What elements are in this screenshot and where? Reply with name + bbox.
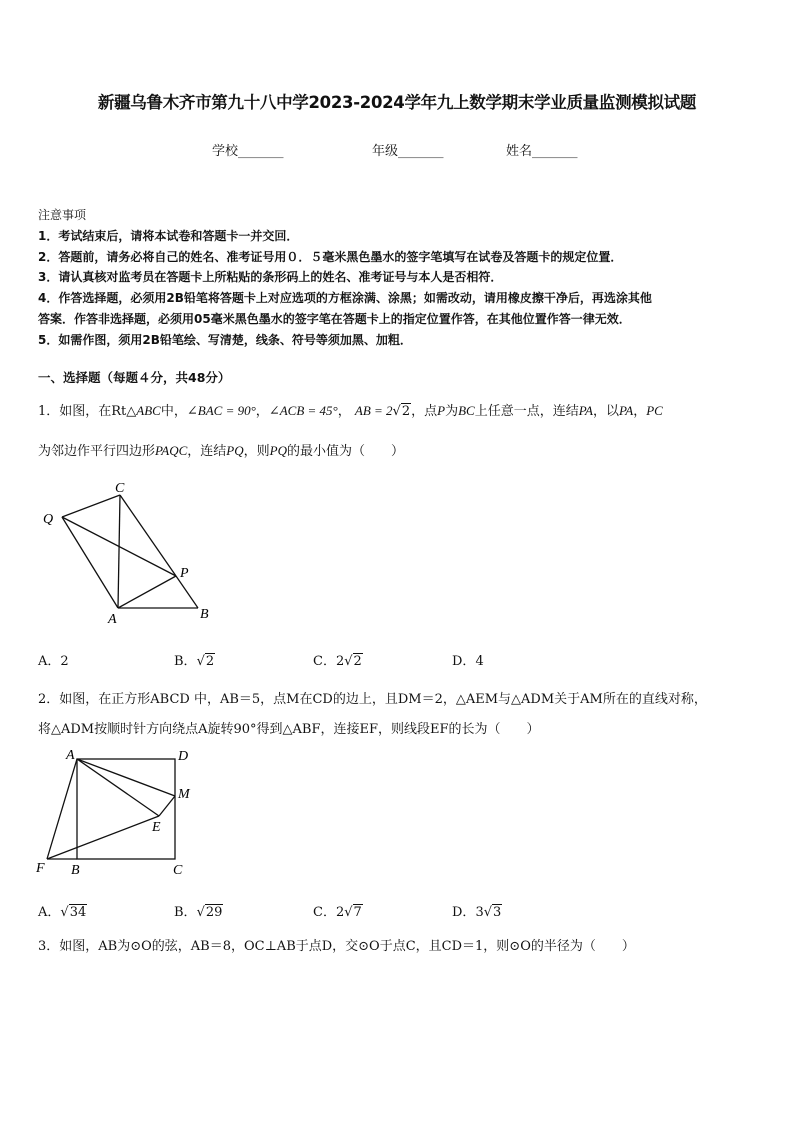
label-f: F [36,861,45,876]
notice-item: 答案．作答非选择题，必须用05毫米黑色墨水的签字笔在答题卡上的指定位置作答，在其他位置作答一律无效． [38,311,631,326]
question-2-line-1: 2．如图，在正方形ABCD 中，AB＝5，点M在CD的边上，且DM＝2，△AEM与△ADM关于AM所在的直线对称， [38,692,707,707]
notice-item: 2．答题前，请务必将自己的姓名、准考证号用０．５毫米黑色墨水的签字笔填写在试卷及答题卡的规定位置． [38,249,623,264]
notice-item: 5．如需作图，须用2B铅笔绘、写清楚，线条、符号等须加黑、加粗． [38,332,412,347]
school-field[interactable]: 学校_______ [212,144,284,159]
q1-option-d[interactable]: D．4 [452,654,484,669]
fig-line-ae [77,759,159,816]
q1-triangle: △ABC [126,403,161,418]
fig-line-ef [47,816,159,859]
question-1-line-1: 1．如图，在Rt△ABC中，∠BAC = 90°，∠ACB = 45°， AB = 2√2，点P为BC上任意一点，连结PA，以PA，PC [38,403,663,419]
grade-field[interactable]: 年级_______ [372,144,444,159]
notice-heading: 注意事项 [38,208,87,222]
question-3-line-1: 3．如图，AB为⊙O的弦，AB＝8，OC⊥AB于点D，交⊙O于点C，且CD＝1，则⊙O的半径为（ ） [38,939,635,954]
fig-line-af [47,759,77,859]
q2-option-c[interactable]: C．2√7 [313,905,362,920]
fig-line-em [159,796,175,816]
fig-square-abcd [77,759,175,859]
fig-line-qc [62,495,120,517]
notice-item: 3．请认真核对监考员在答题卡上所粘贴的条形码上的姓名、准考证号与本人是否相符． [38,270,503,285]
label-m: M [178,787,190,802]
notice-section [38,205,758,351]
label-e: E [152,820,161,835]
q1-ab: AB = 2 [354,403,393,418]
section-title: 一、选择题（每题４分，共48分） [38,370,231,385]
page-title: 新疆乌鲁木齐市第九十八中学2023-2024学年九上数学期末学业质量监测模拟试题 [97,93,697,112]
q2-option-b[interactable]: B．√29 [174,905,223,920]
label-q: Q [43,512,54,527]
q2-figure [33,745,203,880]
label-d: D [178,749,189,764]
q1-figure [38,478,228,628]
label-c: C [173,863,183,878]
sqrt-icon: √29 [196,905,223,920]
sqrt-icon: √3 [483,905,502,920]
q1-angle-acb: ∠ACB = 45° [268,403,338,418]
q2-option-d[interactable]: D．3√3 [452,905,502,920]
label-p: P [180,566,189,581]
fig-line-ap [118,576,176,608]
fig-line-cp [120,495,176,576]
label-b: B [200,607,209,622]
sqrt-icon: √7 [344,905,362,920]
question-2-line-2: 将△ADM按顺时针方向绕点A旋转90°得到△ABF，连接EF，则线段EF的长为（ ） [38,722,540,737]
notice-item: 4．作答选择题，必须用2B铅笔将答题卡上对应选项的方框涂满、涂黑；如需改动，请用橡皮擦干净后，再选涂其他 [38,291,652,306]
label-b: B [71,863,80,878]
q1-angle-bac: ∠BAC = 90° [186,403,256,418]
sqrt-icon: √34 [60,905,87,920]
q1-option-c[interactable]: C．2√2 [313,654,362,669]
fig-line-ca [118,495,120,608]
question-1-line-2: 为邻边作平行四边形PAQC，连结PQ，则PQ的最小值为（ ） [38,443,405,459]
label-a: A [108,612,117,627]
sqrt-icon: √2 [196,654,215,669]
q1-option-a[interactable]: A．2 [38,654,69,669]
q1-option-b[interactable]: B．√2 [174,654,215,669]
sqrt-icon: √2 [344,654,362,669]
sqrt-icon: √2 [392,404,411,419]
q1-text: 中， [160,404,187,419]
label-a: A [66,748,75,763]
q1-text: 1．如图，在Rt [38,404,127,419]
fig-line-am [77,759,175,796]
fig-line-qa [62,517,118,608]
notice-item: 1．考试结束后，请将本试卷和答题卡一并交回． [38,228,299,243]
label-c: C [115,481,125,496]
name-field[interactable]: 姓名_______ [506,144,578,159]
q2-option-a[interactable]: A．√34 [38,905,87,920]
